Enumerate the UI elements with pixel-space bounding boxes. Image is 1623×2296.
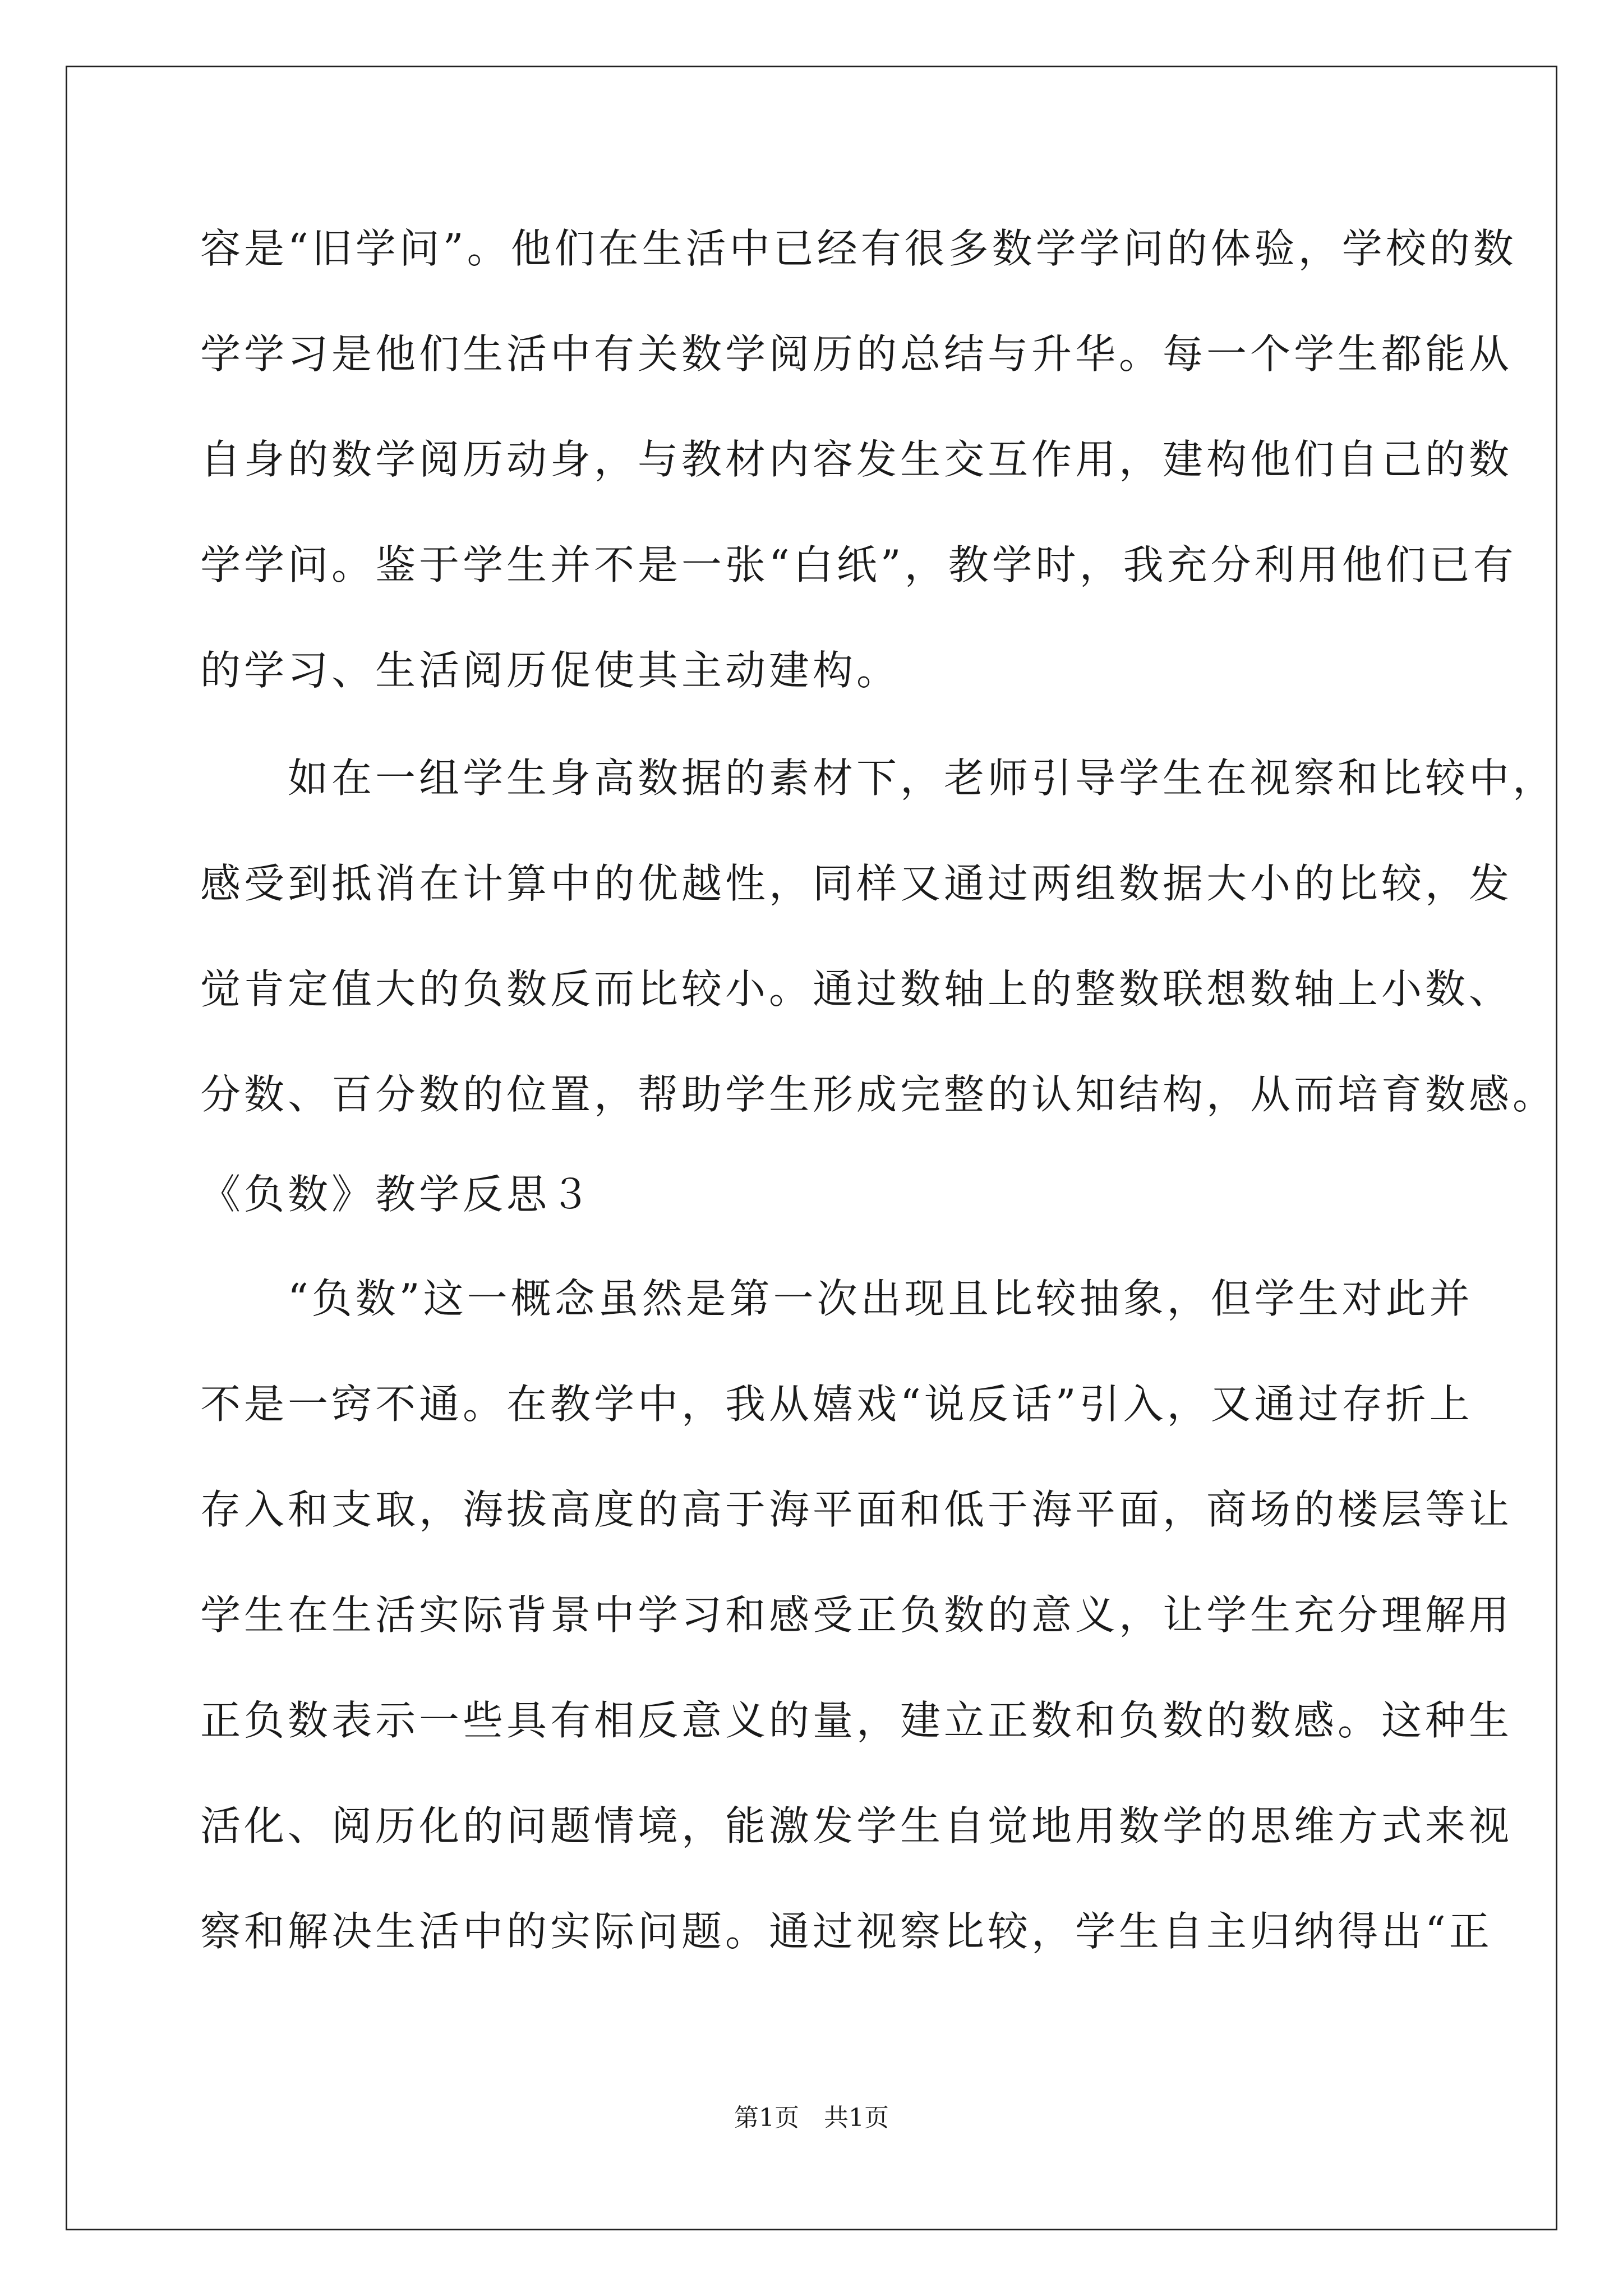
section-heading: 《负数》教学反思３ bbox=[200, 1171, 594, 1218]
text-line: 自身的数学阅历动身，与教材内容发生交互作用，建构他们自己的数 bbox=[200, 436, 1513, 483]
text-line: “负数”这一概念虽然是第一次出现且比较抽象，但学生对此并 bbox=[200, 1275, 1473, 1322]
text-line: 感受到抵消在计算中的优越性，同样又通过两组数据大小的比较，发 bbox=[200, 860, 1513, 907]
text-line: 察和解决生活中的实际问题。通过视察比较，学生自主归纳得出“正 bbox=[200, 1908, 1493, 1955]
text-line: 分数、百分数的位置，帮助学生形成完整的认知结构，从而培育数感。 bbox=[200, 1071, 1557, 1118]
text-line: 觉肯定值大的负数反而比较小。通过数轴上的整数联想数轴上小数、 bbox=[200, 965, 1513, 1013]
page-footer: 第1页 共1页 bbox=[734, 2104, 889, 2132]
text-line: 存入和支取，海拔高度的高于海平面和低于海平面，商场的楼层等让 bbox=[200, 1486, 1513, 1533]
text-line: 学学问。鉴于学生并不是一张“白纸”，教学时，我充分利用他们已有 bbox=[200, 541, 1517, 588]
text-line: 学学习是他们生活中有关数学阅历的总结与升华。每一个学生都能从 bbox=[200, 330, 1513, 378]
text-line: 容是“旧学问”。他们在生活中已经有很多数学学问的体验，学校的数 bbox=[200, 225, 1517, 272]
text-line: 的学习、生活阅历促使其主动建构。 bbox=[200, 647, 901, 694]
text-line: 活化、阅历化的问题情境，能激发学生自觉地用数学的思维方式来视 bbox=[200, 1802, 1513, 1849]
text-line: 如在一组学生身高数据的素材下，老师引导学生在视察和比较中， bbox=[200, 754, 1557, 802]
text-line: 学生在生活实际背景中学习和感受正负数的意义，让学生充分理解用 bbox=[200, 1591, 1513, 1639]
text-line: 不是一窍不通。在教学中，我从嬉戏“说反话”引入，又通过存折上 bbox=[200, 1381, 1473, 1428]
text-line: 正负数表示一些具有相反意义的量，建立正数和负数的数感。这种生 bbox=[200, 1697, 1513, 1744]
